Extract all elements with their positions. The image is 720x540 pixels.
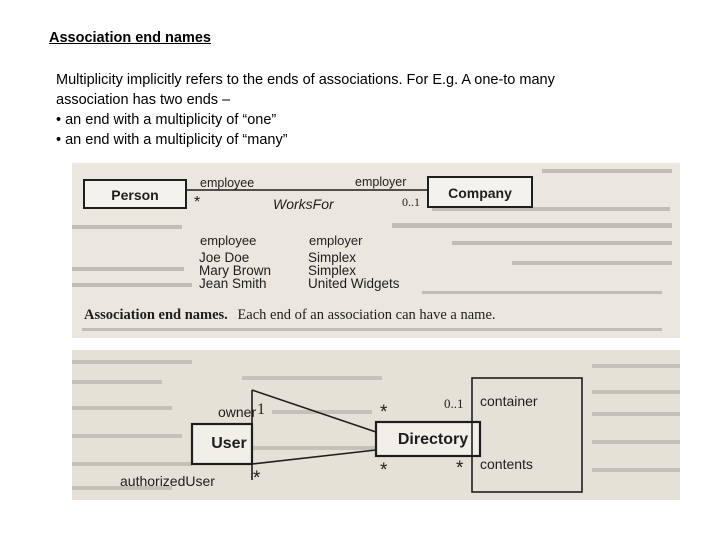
association-name: WorksFor xyxy=(273,196,334,212)
class-name-company: Company xyxy=(448,185,512,201)
class-name-user: User xyxy=(211,435,247,452)
end-name-container: container xyxy=(480,393,538,409)
table-header-employee: employee xyxy=(200,233,257,248)
multiplicity-owner: 1 xyxy=(257,401,265,418)
caption-bold: Association end names. xyxy=(84,307,228,323)
association-line-authorized xyxy=(252,450,376,464)
body-line: • an end with a multiplicity of “many” xyxy=(56,132,288,148)
uml-diagram-user-directory xyxy=(72,350,680,500)
figure-caption xyxy=(84,307,496,323)
table-cell: Mary Brown xyxy=(199,263,272,278)
table-cell: Simplex xyxy=(308,263,357,278)
end-name-employer: employer xyxy=(355,175,407,189)
body-line: • an end with a multiplicity of “one” xyxy=(56,112,277,128)
table-cell: Jean Smith xyxy=(199,276,267,291)
multiplicity-person: * xyxy=(194,194,201,211)
uml-diagram-works-for xyxy=(72,163,680,338)
scanned-figure-user-directory xyxy=(72,350,680,500)
multiplicity-container: 0..1 xyxy=(444,396,464,411)
slide-title: Association end names xyxy=(49,30,211,46)
class-name-directory: Directory xyxy=(397,431,469,448)
multiplicity-authorized-directory: * xyxy=(380,460,388,481)
multiplicity-company: 0..1 xyxy=(402,195,420,209)
end-name-contents: contents xyxy=(480,456,533,472)
table-header-employer: employer xyxy=(309,233,363,248)
body-line: Multiplicity implicitly refers to the ends of associations. For E.g. A one-to many xyxy=(56,72,555,88)
multiplicity-contents: * xyxy=(456,458,464,479)
multiplicity-authorized-user: * xyxy=(253,468,261,489)
scanned-figure-association-ends xyxy=(72,163,680,338)
body-text xyxy=(56,70,676,150)
multiplicity-owner-directory: * xyxy=(380,402,388,423)
body-line: association has two ends – xyxy=(56,92,231,108)
end-name-employee: employee xyxy=(200,176,255,190)
table-cell: United Widgets xyxy=(308,276,400,291)
table-cell: Simplex xyxy=(308,250,357,265)
caption-rest: Each end of an association can have a name. xyxy=(237,307,496,323)
end-name-owner: owner xyxy=(218,404,257,420)
class-name-person: Person xyxy=(111,187,159,203)
table-cell: Joe Doe xyxy=(199,250,250,265)
end-name-authorized-user: authorizedUser xyxy=(120,473,215,489)
